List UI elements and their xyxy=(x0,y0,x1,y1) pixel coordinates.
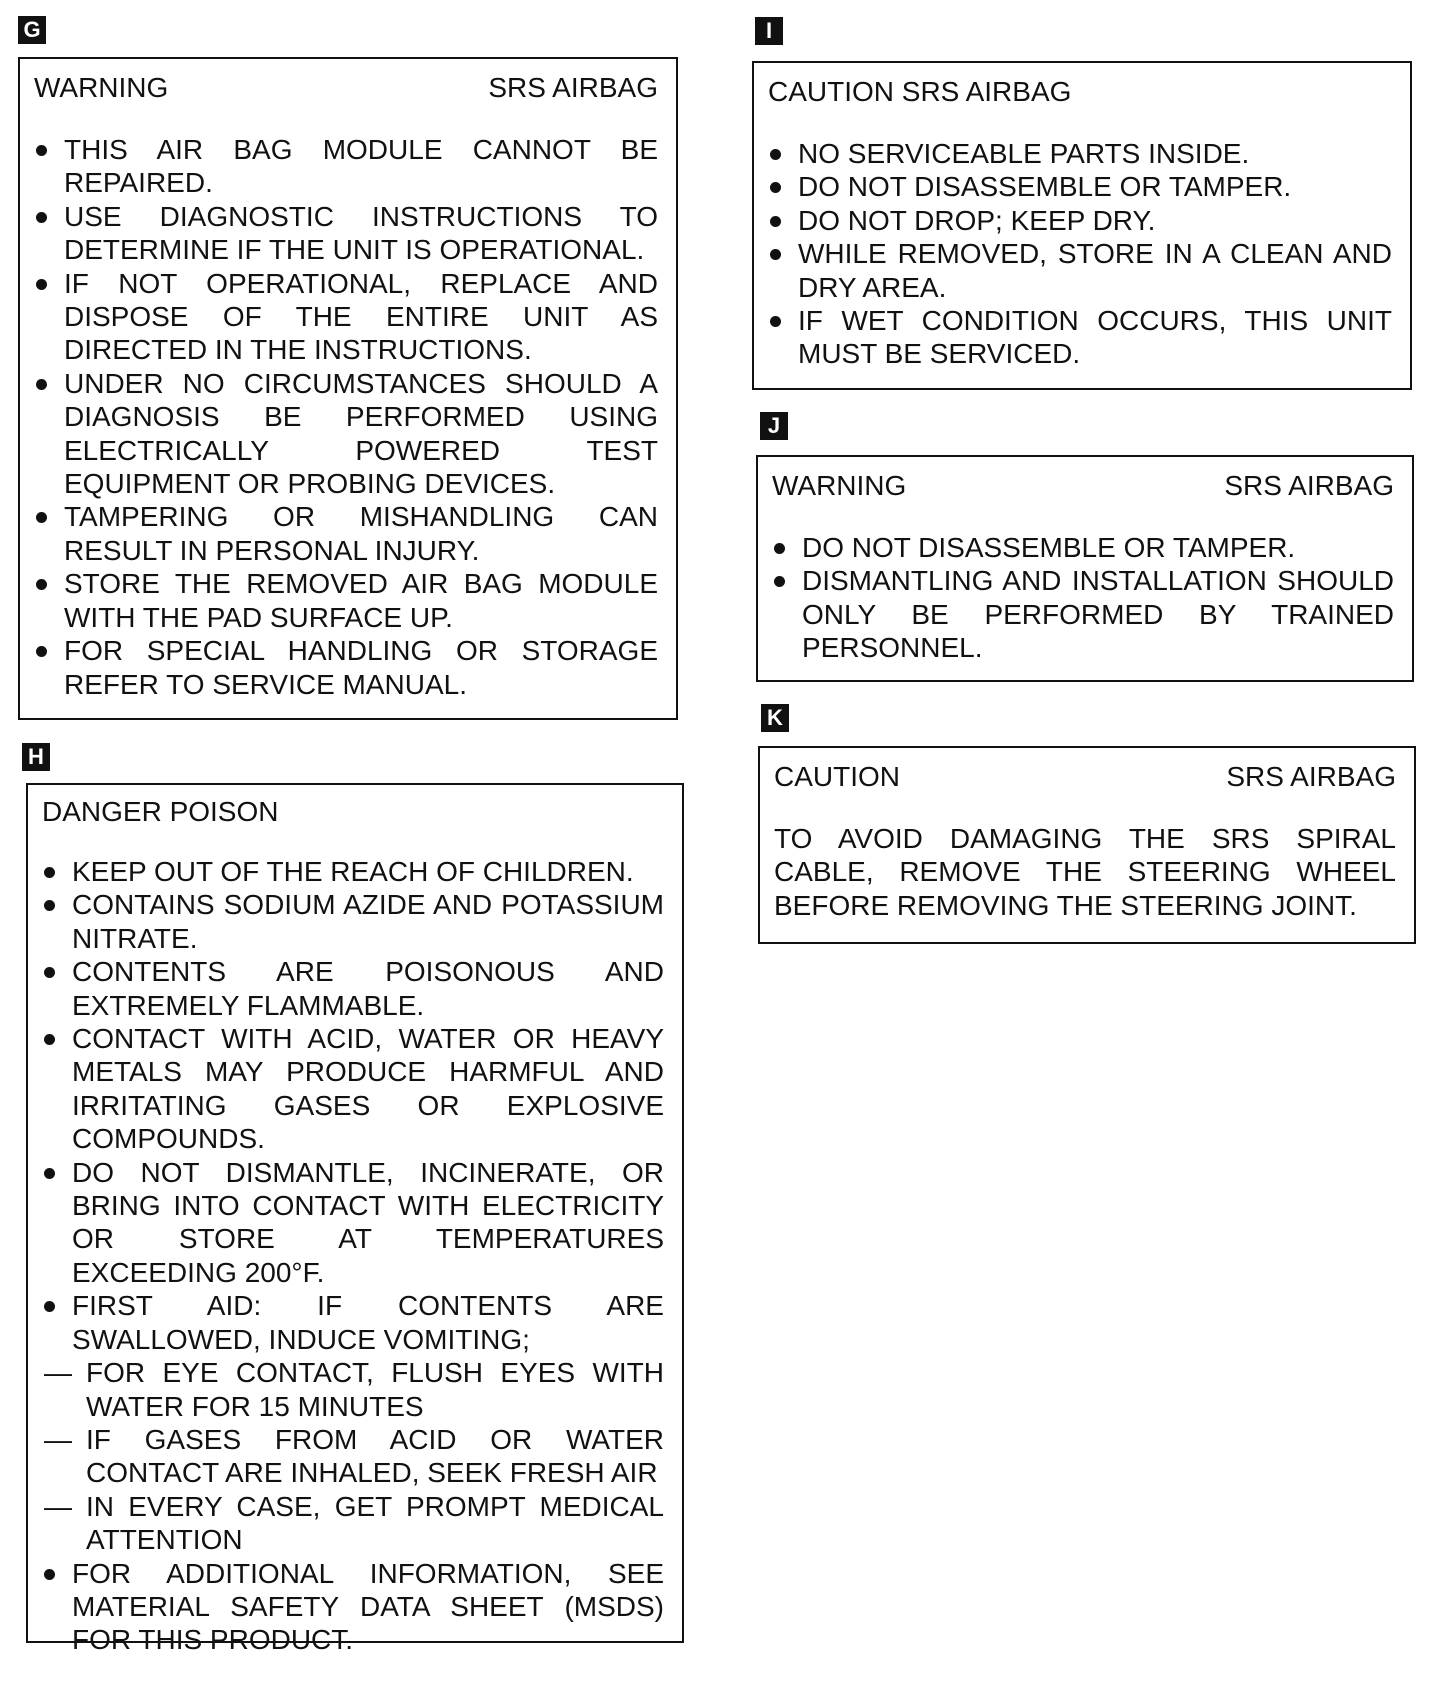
list-item: USE DIAGNOSTIC INSTRUCTIONS TO DETERMINE IF THE UNIT IS OPERATIONAL. xyxy=(34,200,658,267)
list-item: DISMANTLING AND INSTALLATION SHOULD ONLY BE PERFORMED BY TRAINED PERSONNEL. xyxy=(772,564,1394,664)
list-item: DO NOT DROP; KEEP DRY. xyxy=(768,204,1392,237)
label-heading-left: CAUTION xyxy=(774,761,900,792)
sub-list-item: — IF GASES FROM ACID OR WATER CONTACT ARE INHALED, SEEK FRESH AIR xyxy=(42,1423,664,1490)
label-tag-j: J xyxy=(760,412,788,440)
label-header xyxy=(34,71,658,105)
warning-label-g xyxy=(18,57,678,720)
label-heading-left: WARNING xyxy=(34,72,169,103)
label-heading-right: SRS AIRBAG xyxy=(1226,761,1396,792)
list-item: FIRST AID: IF CONTENTS ARE SWALLOWED, INDUCE VOMITING; xyxy=(42,1289,664,1356)
list-item: NO SERVICEABLE PARTS INSIDE. xyxy=(768,137,1392,170)
list-item: DO NOT DISASSEMBLE OR TAMPER. xyxy=(768,170,1392,203)
danger-list-end xyxy=(42,1557,664,1657)
caution-text: TO AVOID DAMAGING THE SRS SPIRAL CABLE, REMOVE THE STEERING WHEEL BEFORE REMOVING THE STEERING JOINT. xyxy=(774,823,1396,921)
sub-list-item: — IN EVERY CASE, GET PROMPT MEDICAL ATTENTION xyxy=(42,1490,664,1557)
label-heading-left: WARNING xyxy=(772,470,907,501)
warning-list xyxy=(34,133,658,701)
danger-list xyxy=(42,855,664,1356)
list-item: IF WET CONDITION OCCURS, THIS UNIT MUST BE SERVICED. xyxy=(768,304,1392,371)
caution-list xyxy=(768,137,1392,371)
label-header xyxy=(774,760,1396,794)
label-heading: CAUTION SRS AIRBAG xyxy=(768,76,1072,107)
caution-label-i xyxy=(752,61,1412,390)
label-heading-right: SRS AIRBAG xyxy=(1224,470,1394,501)
list-item: UNDER NO CIRCUMSTANCES SHOULD A DIAGNOSIS BE PERFORMED USING ELECTRICALLY POWERED TEST EQUIPMENT OR PROBING DEVICES. xyxy=(34,367,658,501)
sub-list-item: — FOR EYE CONTACT, FLUSH EYES WITH WATER FOR 15 MINUTES xyxy=(42,1356,664,1423)
list-item: FOR ADDITIONAL INFORMATION, SEE MATERIAL SAFETY DATA SHEET (MSDS) FOR THIS PRODUCT. xyxy=(42,1557,664,1657)
list-item: IF NOT OPERATIONAL, REPLACE AND DISPOSE OF THE ENTIRE UNIT AS DIRECTED IN THE INSTRUCTIONS. xyxy=(34,267,658,367)
danger-label-h xyxy=(26,783,684,1656)
list-item: WHILE REMOVED, STORE IN A CLEAN AND DRY AREA. xyxy=(768,237,1392,304)
list-item: THIS AIR BAG MODULE CANNOT BE REPAIRED. xyxy=(34,133,658,200)
label-heading-right: SRS AIRBAG xyxy=(488,72,658,103)
label-tag-g: G xyxy=(18,16,46,44)
list-item: STORE THE REMOVED AIR BAG MODULE WITH THE PAD SURFACE UP. xyxy=(34,567,658,634)
label-tag-i: I xyxy=(755,17,783,45)
list-item: CONTAINS SODIUM AZIDE AND POTASSIUM NITRATE. xyxy=(42,888,664,955)
label-header xyxy=(768,75,1392,109)
list-item: CONTENTS ARE POISONOUS AND EXTREMELY FLAMMABLE. xyxy=(42,955,664,1022)
first-aid-sublist xyxy=(42,1356,664,1556)
list-item: FOR SPECIAL HANDLING OR STORAGE REFER TO SERVICE MANUAL. xyxy=(34,634,658,701)
warning-list xyxy=(772,531,1394,665)
label-tag-h: H xyxy=(22,743,50,771)
list-item: DO NOT DISMANTLE, INCINERATE, OR BRING INTO CONTACT WITH ELECTRICITY OR STORE AT TEMPERATURES EXCEEDING 200°F. xyxy=(42,1156,664,1290)
label-heading: DANGER POISON xyxy=(42,796,279,827)
label-header xyxy=(772,469,1394,503)
warning-label-j xyxy=(756,455,1414,682)
list-item: DO NOT DISASSEMBLE OR TAMPER. xyxy=(772,531,1394,564)
list-item: CONTACT WITH ACID, WATER OR HEAVY METALS MAY PRODUCE HARMFUL AND IRRITATING GASES OR EXPLOSIVE COMPOUNDS. xyxy=(42,1022,664,1156)
list-item: KEEP OUT OF THE REACH OF CHILDREN. xyxy=(42,855,664,888)
label-tag-k: K xyxy=(761,704,789,732)
label-header xyxy=(42,795,664,829)
list-item: TAMPERING OR MISHANDLING CAN RESULT IN PERSONAL INJURY. xyxy=(34,500,658,567)
caution-label-k xyxy=(758,746,1416,944)
